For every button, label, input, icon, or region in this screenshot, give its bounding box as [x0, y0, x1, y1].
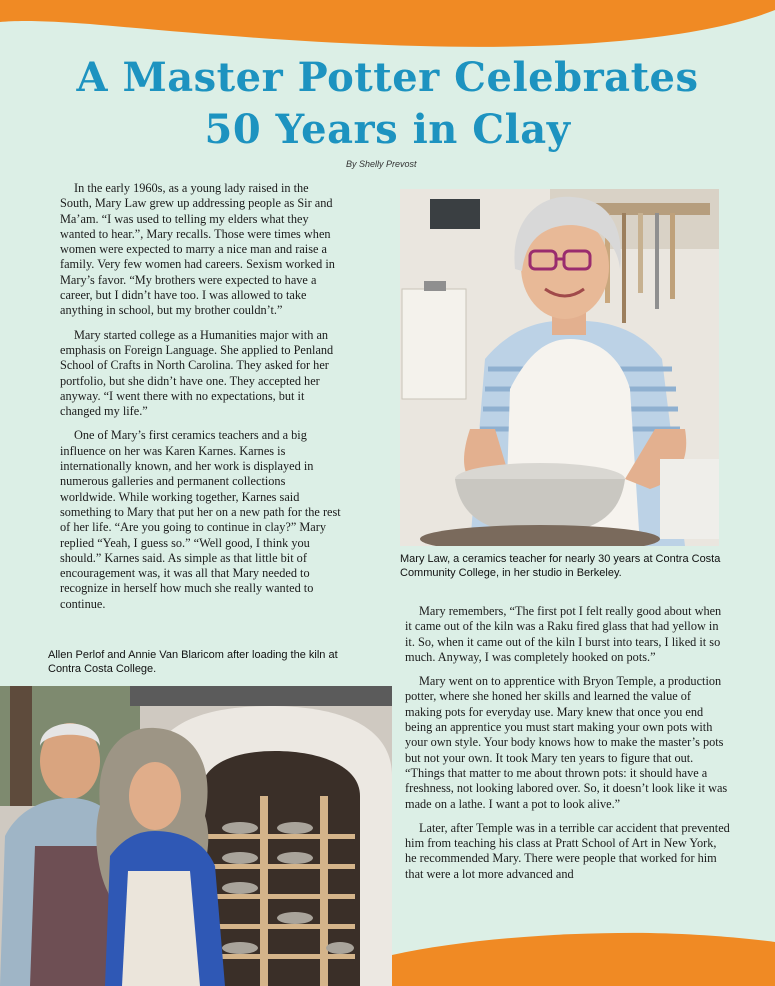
paragraph: In the early 1960s, as a young lady raised in the South, Mary Law grew up addressing people as Sir and Ma’am. “I was used to telling my elders what they wanted to hear.”, Mary recalls. Those were times when women were expected to marry a nice man and raise a family. Very few women had careers. Sexism worked in Mary’s favor. “My brothers were expected to have a career, but I didn’t have too. I was allowed to take anything in school, but my brother couldn’t.” [60, 181, 335, 318]
top-photo-caption: Mary Law, a ceramics teacher for nearly 30 years at Contra Costa Community College, in her studio in Berkeley. [400, 553, 721, 579]
right-text-column [405, 604, 730, 891]
paragraph: Mary went on to apprentice with Bryon Temple, a production potter, where she honed her skills and learned the value of making pots for everyday use. Mary knew that once you end being an apprentice you must start making your own pots with your own style. Your body knows how to make the master’s pots but not your own. It took Mary ten years to figure that out. “Things that matter to me about thrown pots: it should have a freshness, not looking labored over. So, it doesn’t look like it was made on a lathe. I want a pot to look alive.” [405, 674, 728, 811]
paragraph: Mary remembers, “The first pot I felt really good about when it came out of the kiln was a Raku fired glass that had yellow in it. So, when it came out of the kiln I burst into tears, I liked it so much. Anyway, I was completely hooked on pots.” [405, 604, 722, 664]
potter-studio-photo [400, 189, 719, 546]
title-line-1: A Master Potter Celebrates [76, 54, 699, 101]
paragraph: Mary started college as a Humanities major with an emphasis on Foreign Language. She applied to Penland School of Crafts in North Carolina. They asked for her portfolio, but she didn’t have one. They accepted her anyway. “I went there with no expectations, but it changed my life.” [60, 327, 334, 419]
paragraph: Later, after Temple was in a terrible car accident that prevented him from teaching his class at Pratt School of Art in New York, he recommended Mary. There were people that worked for him that were a lot more advanced and [405, 820, 730, 881]
bottom-photo-caption: Allen Perlof and Annie Van Blaricom after loading the kiln at Contra Costa College. [48, 649, 338, 675]
paragraph: One of Mary’s first ceramics teachers and a big influence on her was Karen Karnes. Karnes is internationally known, and her work is displayed in numerous galleries and permanent collections worldwide. While working together, Karnes said something to Mary that put her on a new path for the rest of her life. “Are you going to continue in clay?” Mary replied “Yeah, I guess so.” “Well good, I think you should.” Karnes said. As simple as that little bit of encouragement was, it was all that Mary needed to recognize in herself how much she really wanted to continue. [60, 428, 341, 611]
left-text-column [60, 181, 342, 621]
article-title [0, 52, 775, 156]
title-line-2: 50 Years in Clay [204, 106, 571, 153]
kiln-photo [0, 686, 392, 986]
byline: By Shelly Prevost [346, 159, 417, 169]
